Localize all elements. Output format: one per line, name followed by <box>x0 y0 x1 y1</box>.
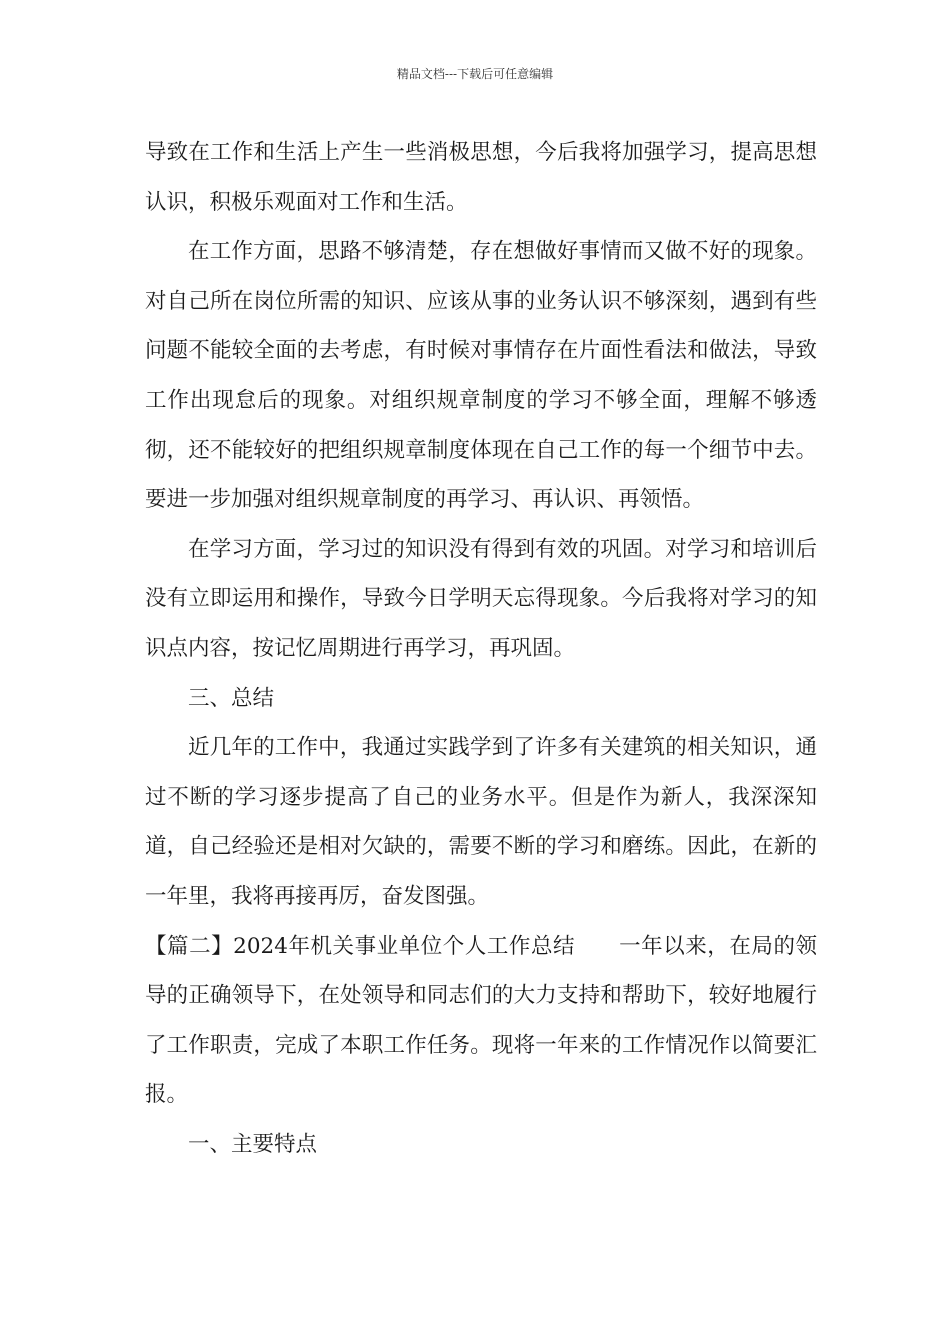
paragraph-3: 在学习方面，学习过的知识没有得到有效的巩固。对学习和培训后没有立即运用和操作，导致今日学明天忘得现象。今后我将对学习的知识点内容，按记忆周期进行再学习，再巩固。 <box>145 536 817 661</box>
document-body <box>145 128 817 1169</box>
section-heading-summary: 三、总结 <box>188 685 275 711</box>
page-header: 精品文档---下载后可任意编辑 <box>396 67 554 81</box>
section-heading-main-features: 一、主要特点 <box>188 1131 318 1157</box>
paragraph-4: 近几年的工作中，我通过实践学到了许多有关建筑的相关知识，通过不断的学习逐步提高了自己的业务水平。但是作为新人，我深深知道，自己经验还是相对欠缺的，需要不断的学习和磨练。因此，在新的一年里，我将再接再厉，奋发图强。 <box>145 735 817 909</box>
paragraph-1: 导致在工作和生活上产生一些消极思想，今后我将加强学习，提高思想认识，积极乐观面对工作和生活。 <box>145 140 817 215</box>
paragraph-5: 【篇二】2024年机关事业单位个人工作总结 一年以来，在局的领导的正确领导下，在处领导和同志们的大力支持和帮助下，较好地履行了工作职责，完成了本职工作任务。现将一年来的工作情况作以简要汇报。 <box>145 933 817 1108</box>
paragraph-2: 在工作方面，思路不够清楚，存在想做好事情而又做不好的现象。对自己所在岗位所需的知识、应该从事的业务认识不够深刻，遇到有些问题不能较全面的去考虑，有时候对事情存在片面性看法和做法，导致工作出现怠后的现象。对组织规章制度的学习不够全面，理解不够透彻，还不能较好的把组织规章制度体现在自己工作的每一个细节中去。要进一步加强对组织规章制度的再学习、再认识、再领悟。 <box>145 239 817 513</box>
